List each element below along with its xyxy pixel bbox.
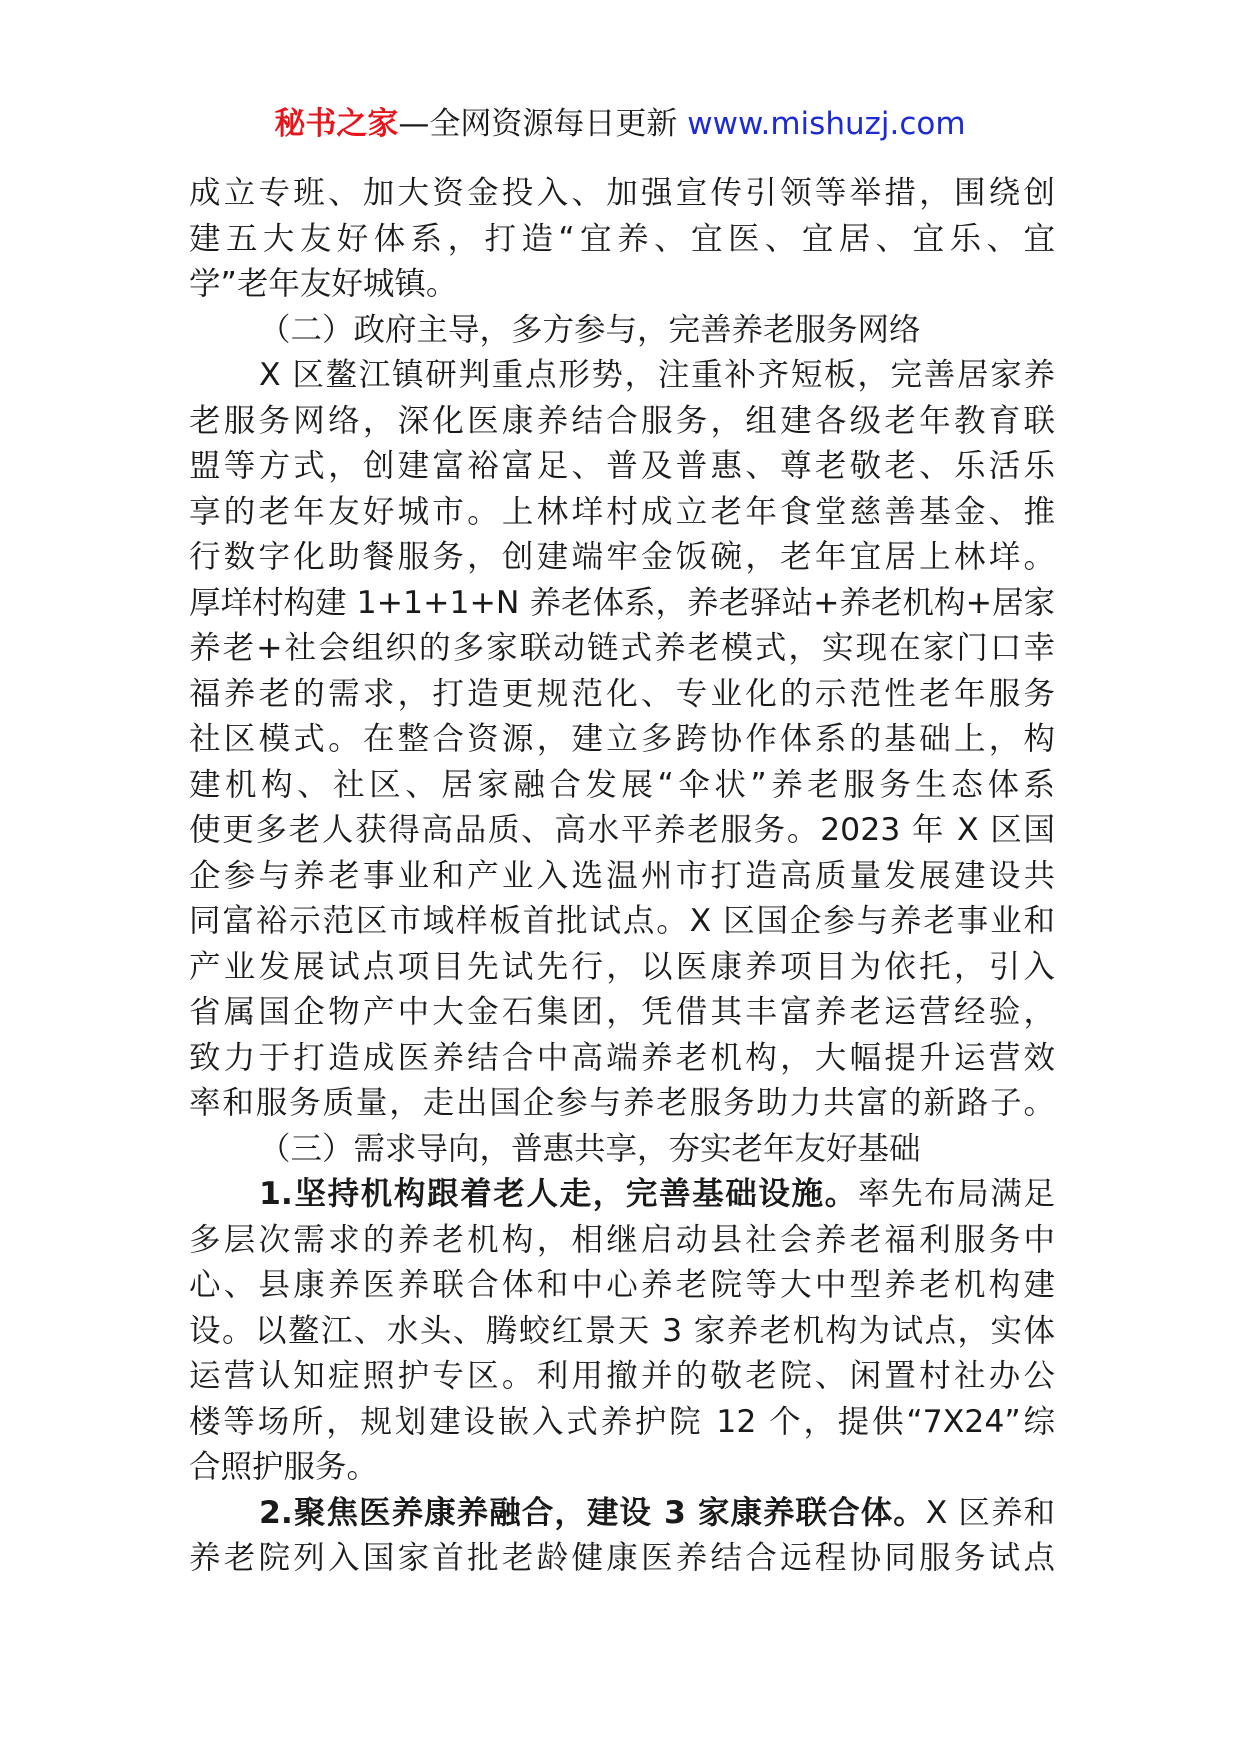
text-line xyxy=(189,854,1055,900)
document-body xyxy=(189,171,1055,1582)
text-line xyxy=(189,1172,1055,1218)
line-text: X 区养和 xyxy=(925,1494,1055,1531)
bold-lead-text: 1.坚持机构跟着老人走，完善基础设施。 xyxy=(259,1176,858,1212)
line-text: 运营认知症照护专区。利用撤并的敬老院、闲置村社办公 xyxy=(189,1358,1055,1394)
line-text: 享的老年友好城市。上林垟村成立老年食堂慈善基金、推 xyxy=(189,493,1055,530)
text-line xyxy=(189,444,1055,490)
line-text: 老服务网络，深化医康养结合服务，组建各级老年教育联 xyxy=(189,402,1055,439)
line-text: 建五大友好体系，打造“宜养、宜医、宜居、宜乐、宜 xyxy=(189,220,1055,257)
text-line xyxy=(189,1400,1055,1446)
text-line xyxy=(189,1081,1055,1127)
site-header xyxy=(0,102,1240,146)
text-line xyxy=(189,1536,1055,1582)
line-text: 厚垟村构建 1+1+1+N 养老体系，养老驿站+养老机构+居家 xyxy=(189,584,1055,621)
text-line xyxy=(189,1127,1055,1173)
line-text: 盟等方式，创建富裕富足、普及普惠、尊老敬老、乐活乐 xyxy=(189,448,1055,484)
line-text: 致力于打造成医养结合中高端养老机构，大幅提升运营效 xyxy=(189,1039,1055,1076)
text-line xyxy=(189,490,1055,536)
text-line xyxy=(189,763,1055,809)
line-text: 使更多老人获得高品质、高水平养老服务。2023 年 X 区国 xyxy=(189,812,1055,848)
line-text: 率先布局满足 xyxy=(857,1176,1055,1212)
brand-name: 秘书之家 xyxy=(274,106,399,142)
line-text: 行数字化助餐服务，创建端牢金饭碗，老年宜居上林垟。 xyxy=(189,539,1055,575)
text-line xyxy=(189,1309,1055,1355)
text-line xyxy=(189,672,1055,718)
text-line xyxy=(189,399,1055,445)
line-text: 养老院列入国家首批老龄健康医养结合远程协同服务试点 xyxy=(189,1540,1055,1576)
line-text: 多层次需求的养老机构，相继启动县社会养老福利服务中 xyxy=(189,1221,1055,1258)
text-line xyxy=(189,535,1055,581)
text-line xyxy=(189,1263,1055,1309)
line-text: 企参与养老事业和产业入选温州市打造高质量发展建设共 xyxy=(189,857,1055,894)
text-line xyxy=(189,1354,1055,1400)
line-text: 楼等场所，规划建设嵌入式养护院 12 个，提供“7X24”综 xyxy=(189,1403,1055,1440)
text-line xyxy=(189,217,1055,263)
line-text: 心、县康养医养联合体和中心养老院等大中型养老机构建 xyxy=(189,1267,1055,1303)
text-line xyxy=(189,945,1055,991)
text-line xyxy=(189,808,1055,854)
line-text: 率和服务质量，走出国企参与养老服务助力共富的新路子。 xyxy=(189,1085,1055,1121)
line-text: 成立专班、加大资金投入、加强宣传引领等举措，围绕创 xyxy=(189,175,1055,211)
line-text: 福养老的需求，打造更规范化、专业化的示范性老年服务 xyxy=(189,675,1055,712)
line-text: 产业发展试点项目先试先行，以医康养项目为依托，引入 xyxy=(189,948,1055,985)
text-line xyxy=(189,717,1055,763)
header-tagline: —全网资源每日更新 xyxy=(398,106,678,142)
text-line xyxy=(189,899,1055,945)
text-line xyxy=(189,1445,1055,1491)
line-text: 合照护服务。 xyxy=(189,1449,379,1485)
text-line xyxy=(189,171,1055,217)
text-line xyxy=(189,353,1055,399)
text-line xyxy=(189,308,1055,354)
bold-lead-text: 2.聚焦医养康养融合，建设 3 家康养联合体。 xyxy=(259,1494,926,1531)
line-text: 建机构、社区、居家融合发展“伞状”养老服务生态体系 xyxy=(189,766,1055,803)
line-text: 社区模式。在整合资源，建立多跨协作体系的基础上，构 xyxy=(189,721,1055,757)
text-line xyxy=(189,581,1055,627)
line-text: 养老+社会组织的多家联动链式养老模式，实现在家门口幸 xyxy=(189,630,1055,666)
line-text: 设。以鳌江、水头、腾蛟红景天 3 家养老机构为试点，实体 xyxy=(189,1312,1055,1349)
text-line xyxy=(189,1491,1055,1537)
line-text: 省属国企物产中大金石集团，凭借其丰富养老运营经验， xyxy=(189,994,1055,1030)
text-line xyxy=(189,1218,1055,1264)
line-text: 同富裕示范区市域样板首批试点。X 区国企参与养老事业和 xyxy=(189,903,1055,939)
text-line xyxy=(189,626,1055,672)
line-text: X 区鳌江镇研判重点形势，注重补齐短板，完善居家养 xyxy=(259,357,1055,393)
text-line xyxy=(189,1036,1055,1082)
site-url-link[interactable]: www.mishuzj.com xyxy=(687,106,966,142)
text-line xyxy=(189,262,1055,308)
line-text: （三）需求导向，普惠共享，夯实老年友好基础 xyxy=(259,1130,921,1167)
text-line xyxy=(189,990,1055,1036)
line-text: （二）政府主导，多方参与，完善养老服务网络 xyxy=(259,311,921,348)
line-text: 学”老年友好城镇。 xyxy=(189,266,458,302)
